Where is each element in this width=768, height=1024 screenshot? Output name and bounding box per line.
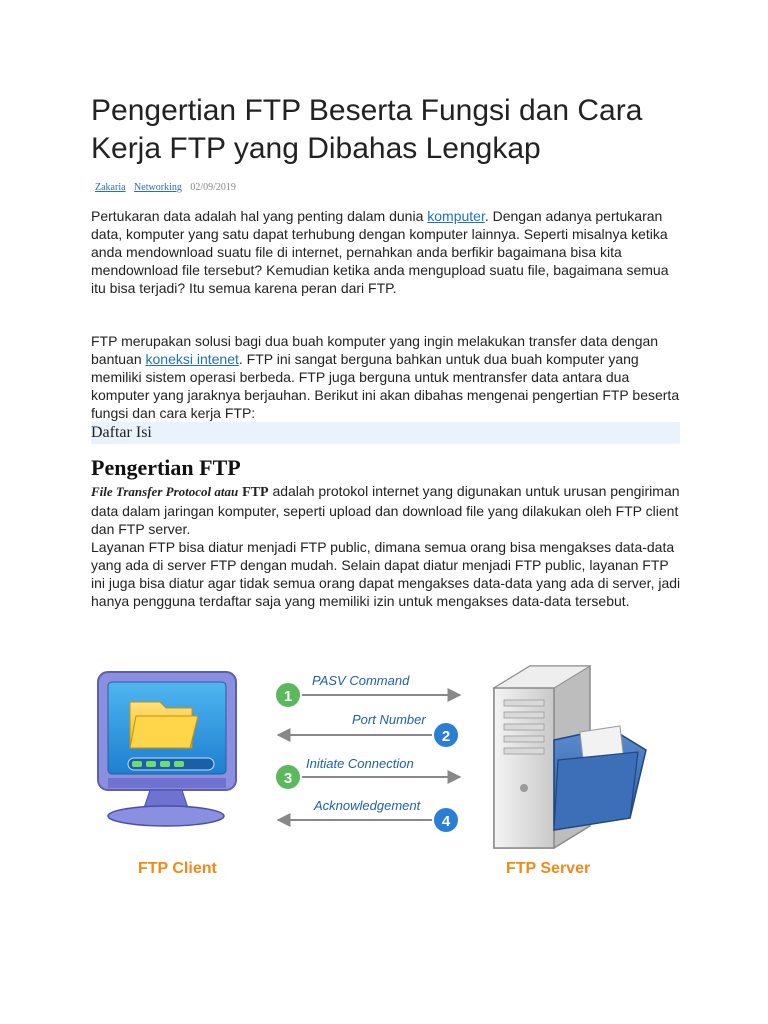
step-3-label: Initiate Connection [306,756,414,771]
category-link[interactable]: Networking [134,182,182,193]
definition-paragraph [91,482,681,610]
definition-abbr: FTP [242,485,269,500]
step-4-label: Acknowledgement [314,798,421,813]
ftp-server-label: FTP Server [506,860,591,877]
definition-text: adalah protokol internet yang digunakan untuk urusan pengiriman data dalam jaringan komputer, seperti upload dan download file yang dilakukan oleh FTP client dan FTP server. [91,483,680,537]
section-heading: Pengertian FTP [91,455,241,480]
step-2-label: Port Number [352,712,426,727]
intro-p1-text-b: . Dengan adanya pertukaran data, komputer yang satu dapat terhubung dengan komputer lainnya. Seperti misalnya ketika anda mendownload suatu file di internet, pernahkan anda berfikir bagaimana bisa kita mendownload file tersebut? Kemudian ketika anda mengupload suatu file, bagaimana semua itu bisa terjadi? Itu semua karena peran dari FTP. [91,208,669,296]
intro-p2-text-a: FTP merupakan solusi bagi dua buah komputer yang ingin melakukan transfer data dengan bantuan [91,333,659,367]
intro-p1-text-a: Pertukaran data adalah hal yang penting dalam dunia [91,208,428,224]
step-4 [278,798,459,833]
post-date: 02/09/2019 [190,182,236,193]
definition-term: File Transfer Protocol atau [91,484,239,499]
ftp-diagram [90,660,690,890]
intro-paragraph-2 [91,332,681,422]
author-link[interactable]: Zakaria [95,182,126,193]
step-1-label: PASV Command [312,673,410,688]
ftp-client-label: FTP Client [138,860,217,877]
intro-p2-text-b: . FTP ini sangat berguna bahkan untuk dua buah komputer yang memiliki sistem operasi berbeda. FTP juga berguna untuk mentransfer data antara dua komputer yang jaraknya berjauhan. Berikut ini akan dibahas mengenai pengertian FTP beserta fungsi dan cara kerja FTP: [91,351,680,421]
step-2 [278,712,459,748]
step-3 [275,756,460,790]
ftp-server-icon [494,666,646,848]
article-title: Pengertian FTP Beserta Fungsi dan Cara Kerja FTP yang Dibahas Lengkap [91,94,643,165]
intro-paragraph-1 [91,207,681,297]
service-paragraph: Layanan FTP bisa diatur menjadi FTP public, dimana semua orang bisa mengakses data-data yang ada di server FTP dengan mudah. Selain dapat diatur menjadi FTP public, layanan FTP ini juga bisa diatur agar tidak semua orang dapat mengakses data-data yang ada di server, jadi hanya pengguna terdaftar saja yang memiliki izin untuk mengakses data-data tersebut. [91,539,681,609]
table-of-contents[interactable]: Daftar Isi [91,422,680,444]
komputer-link[interactable]: komputer [427,208,485,224]
step-1-number: 1 [283,688,293,705]
koneksi-intenet-link[interactable]: koneksi intenet [145,351,239,367]
article-meta [95,182,236,193]
step-4-number: 4 [441,813,451,830]
step-3-number: 3 [283,770,293,787]
ftp-client-computer-icon [98,672,236,826]
step-1 [275,673,460,708]
step-2-number: 2 [441,728,451,745]
